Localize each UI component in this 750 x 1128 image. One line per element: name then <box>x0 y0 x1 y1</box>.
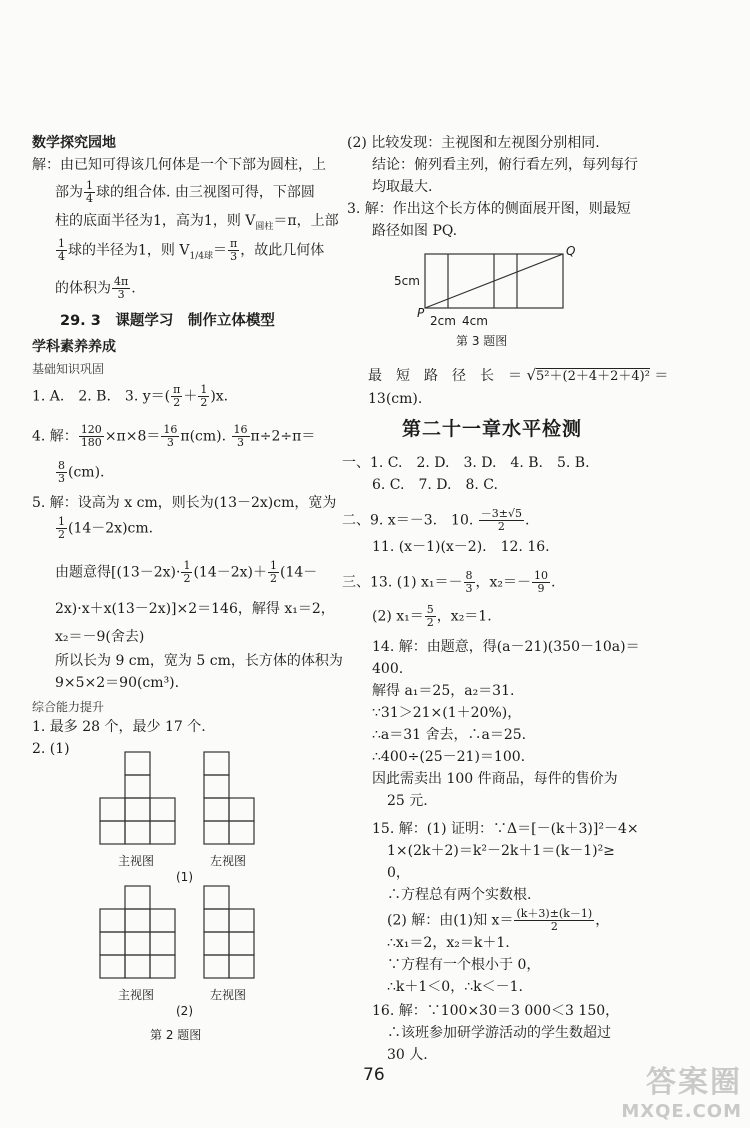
watermark-url: MXQE.COM <box>621 1101 742 1122</box>
q5-line-7: 9×5×2＝90(cm³). <box>55 675 180 691</box>
page-number: 76 <box>363 1065 385 1085</box>
unfolded-box-diagram <box>425 254 565 310</box>
left-view-caption-2: 左视图 <box>210 988 247 1002</box>
r2-line-3: 均取最大. <box>372 179 433 195</box>
width-2cm-label: 2cm <box>430 314 456 328</box>
left-view-caption-1: 左视图 <box>210 854 247 868</box>
q14-line-3: 解得 a₁＝25，a₂＝31. <box>372 683 515 699</box>
q14-line-2: 400. <box>372 661 404 677</box>
q14-line-4: ∵31＞21×(1＋20%)， <box>372 705 522 721</box>
q4-line-1: 4. 解： $\frac{120}{180}$ ×π×8＝ $\frac{16}{3}$ π(cm). $\frac{16}{3}$ π÷2÷π＝ <box>32 423 316 449</box>
q15-line-2: 1×(2k＋2)＝k²－2k＋1＝(k－1)²≥ <box>387 843 615 859</box>
q15-line-7: ∵方程有一个根小于 0， <box>387 957 541 973</box>
q14-line-6: ∴400÷(25－21)＝100. <box>372 749 526 765</box>
explore-line-3: 柱的底面半径为1，高为1，则 $V_{圆柱}=\pi$，上部 <box>55 213 339 232</box>
q15-line-5: (2) 解：由(1)知 x＝ $\frac{(k+3)\pm(k-1)}{2}$ ， <box>387 907 610 933</box>
q14-line-8: 25 元. <box>387 793 428 809</box>
c2-line-2: 11. (x－1)(x－2). 12. 16. <box>372 539 550 555</box>
subject-title: 学科素养养成 <box>32 339 116 355</box>
front-view-caption-2: 主视图 <box>118 988 155 1002</box>
q16-line-1: 16. 解：∵100×30＝3 000＜3 150， <box>372 1003 620 1019</box>
q5-line-2: $\frac{1}{2}$ (14－2x)cm. <box>58 515 154 541</box>
q1-3: 1. A. 2. B. 3. y＝( $\frac{\pi}{2}$ ＋ $\frac{1}{2}$ )x. <box>32 383 229 409</box>
c3-line-2: (2) x₁＝ $\frac{5}{2}$ ，x₂＝1. <box>372 603 492 629</box>
q14-line-5: ∴a＝31 舍去，∴a＝25. <box>372 727 527 743</box>
explore-line-5: 的体积为 $\frac{4\pi}{3}$ . <box>55 275 136 301</box>
point-p-label: P <box>417 306 425 320</box>
basic-label: 基础知识巩固 <box>32 362 105 376</box>
watermark <box>621 1057 742 1122</box>
c2-line-1: 二、9. x＝－3. 10. $\frac{-3\pm√5}{2}$ . <box>342 507 530 533</box>
explore-title: 数学探究园地 <box>32 135 116 151</box>
q5-line-6: 所以长为 9 cm，宽为 5 cm，长方体的体积为 <box>55 653 343 669</box>
front-view-caption-1: 主视图 <box>118 854 155 868</box>
q5-line-5: x₂＝－9(舍去) <box>55 629 145 645</box>
r2-line-2: 结论：俯列看主列，俯行看左列，每列每行 <box>372 157 638 173</box>
explore-line-2: 部为 $\frac{1}{4}$ 球的组合体. 由三视图可得，下部圆 <box>55 179 315 205</box>
figure-3-caption: 第 3 题图 <box>456 334 508 348</box>
q15-line-1: 15. 解：(1) 证明：∵Δ＝[－(k＋3)]²－4× <box>372 821 639 837</box>
q4-line-2: $\frac{8}{3}$ (cm). <box>58 459 105 485</box>
width-4cm-label: 4cm <box>462 314 488 328</box>
r2-line-1: (2) 比较发现：主视图和左视图分别相同. <box>347 135 600 151</box>
q5-line-1: 5. 解：设高为 x cm，则长为(13－2x)cm，宽为 <box>32 495 337 511</box>
q15-line-4: ∴方程总有两个实数根. <box>387 887 532 903</box>
r3-line-3: 最 短 路 径 长 ＝ √5²＋(2＋4＋2＋4)² ＝ <box>368 366 669 384</box>
q15-line-6: ∴x₁＝2，x₂＝k＋1. <box>387 935 510 951</box>
q16-line-3: 30 人. <box>387 1047 428 1063</box>
q16-line-2: ∴该班参加研学游活动的学生数超过 <box>387 1025 611 1041</box>
explore-line-1: 解：由已知可得该几何体是一个下部为圆柱，上 <box>32 157 326 173</box>
figure-sub-1: (1) <box>176 870 193 884</box>
front-view-diagram-2 <box>100 886 176 980</box>
q15-line-3: 0， <box>387 865 410 881</box>
q1b: 1. 最多 28 个，最少 17 个. <box>32 719 206 735</box>
left-view-diagram-2 <box>204 886 256 980</box>
watermark-logo-text: 答案圈 <box>646 1065 742 1100</box>
r3-line-4: 13(cm). <box>368 391 423 407</box>
point-q-label: Q <box>566 244 576 258</box>
chapter-title: 第二十一章水平检测 <box>402 418 583 440</box>
figure-2-caption: 第 2 题图 <box>150 1028 202 1042</box>
c3-line-1: 三、13. (1) x₁＝－ $\frac{8}{3}$ ，x₂＝－ $\frac{10}{9}$ . <box>342 569 556 595</box>
r3-line-1: 3. 解：作出这个长方体的侧面展开图，则最短 <box>347 201 631 217</box>
figure-sub-2: (2) <box>176 1004 193 1018</box>
q5-line-4: 2x)·x＋x(13－2x)]×2＝146，解得 x₁＝2， <box>55 601 335 617</box>
front-view-diagram-1 <box>100 752 176 846</box>
section-title: 29. 3 课题学习 制作立体模型 <box>60 313 275 329</box>
q5-line-3: 由题意得[(13－2x)· $\frac{1}{2}$ (14－2x)＋ $\frac{1}{2}$ (14－ <box>55 559 318 585</box>
c1-line-2: 6. C. 7. D. 8. C. <box>372 477 498 493</box>
q14-line-7: 因此需卖出 100 件商品，每件的售价为 <box>372 771 618 787</box>
height-label: 5cm <box>394 274 420 288</box>
q15-line-8: ∴k＋1＜0，∴k＜－1. <box>387 979 523 995</box>
r3-line-2: 路径如图 PQ. <box>372 223 458 239</box>
ability-label: 综合能力提升 <box>32 700 105 714</box>
left-view-diagram-1 <box>204 752 256 846</box>
explore-line-4: $\frac{1}{4}$ 球的半径为1，则 $V_{1/4球}=$ $\frac{\pi}{3}$ ，故此几何体 <box>58 237 325 263</box>
c1-line-1: 一、1. C. 2. D. 3. D. 4. B. 5. B. <box>342 455 590 471</box>
q2-label: 2. (1) <box>32 741 70 757</box>
q14-line-1: 14. 解：由题意，得(a－21)(350－10a)＝ <box>372 639 640 655</box>
